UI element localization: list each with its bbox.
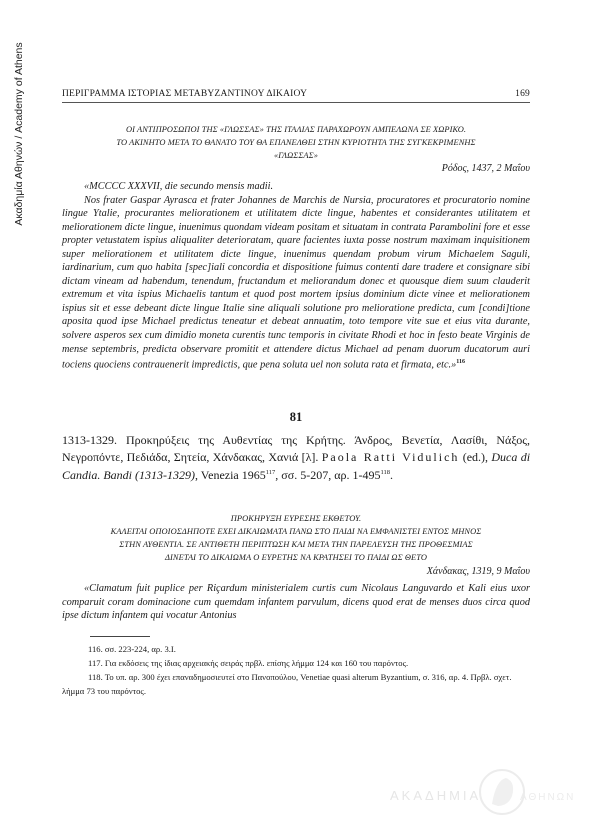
latin-body: «Clamatum fuit puplice per Riçardum ministerialem curtis cum Nicolaus Languvardo et Kali eius uxor comparuit coram dominacione cum quemdam infantem parvulum, dicens quod erat de menses duos circa quod ipse dictum infantem qui vocatur Antonius: [62, 583, 530, 622]
footnote-divider: [90, 636, 150, 637]
academy-watermark-logo: [360, 760, 576, 820]
entry2-pages: , σσ. 5-207, αρ. 1-495: [275, 468, 381, 482]
summary-line: ΔΙΝΕΤΑΙ ΤΟ ΔΙΚΑΙΩΜΑ Ο ΕΥΡΕΤΗΣ ΝΑ ΚΡΑΤΗΣΕΙ ΤΟ ΠΑΙΔΙ ΩΣ ΘΕΤΟ: [165, 553, 427, 562]
entry2-imprint: , Venezia 1965: [195, 468, 266, 482]
latin-body-text: Nos frater Gaspar Ayrasca et frater Johannes de Marchis de Nursia, procuratores et procuratorio nomine lingue Ytalie, procurantes meliorationem et utilitatem dicte lingue, habentes et considerantes utilitatem et meliorationem dicte lingue, inuenimus quondam videam positam et situatam in contrata Parambolini fore et esse propter vetustatem ispius aliqualiter deterioratam, quare facientes iuxta posse nostrum maximam inquisitionem super meliorationem et utilitatem dicte lingue, inuenimus quendam probum virum Michaelem Saguli, iardinarium, cum quo habita [spec]iali concordia et dispositione fuimus contenti dare tradere et consignare sibi dictam vineam ad habendum, tenendum, fructandum et meliorandum donec et quousque diem suum clauderit extremum et vita ispius Michaelis tantum et quod post mortem ipsius dominium dicte vinee et meliorationem ispius sit et esse debeant dicte lingue Italie sine aliquali solutione pro melioratione predicta, cum [condi]tione aposita quod ipse Michael predictus teneatur et debeat annuatim, toto tempore vite sue et eius vita durante, solvere asperos sex cum dimidio moneta curentis tunc temporis in civitate Rhodi et hoc in festo beate Virginis de mense septembris, predicta observare promitit et attendere dictus Michael ad penam duorum ducatorum auri tociens quociens contrauenerit impredictis, que pena soluta uel non soluta rata et firmata, etc.»: [62, 194, 530, 371]
svg-text:ΑΚΑΔΗΜΙΑ: ΑΚΑΔΗΜΙΑ: [390, 788, 482, 803]
archive-sidebar-label: [6, 40, 32, 240]
svg-text:ΑΘΗΝΩΝ: ΑΘΗΝΩΝ: [520, 792, 576, 803]
entry2-author: Paola Ratti Vidulich: [321, 449, 460, 464]
summary-line: «ΓΛΩΣΣΑΣ»: [273, 151, 318, 160]
footnote-ref-118[interactable]: 118: [380, 469, 391, 476]
latin-first-line: «MCCCC XXXVII, die secundo mensis madii.: [84, 181, 274, 192]
latin-body: [62, 194, 530, 373]
entry2-summary: [62, 512, 530, 564]
footnotes: [62, 642, 530, 698]
footnote-ref-116[interactable]: 116: [456, 359, 465, 366]
entry2-heading-text: 1313-1329. Προκηρύξεις της Αυθεντίας της Κρήτης. Άνδρος, Βενετία, Λασίθι, Νάξος, Νεγροπόντε, Πεδιάδα, Σητεία, Χάνδακας, Χανιά [λ].: [62, 433, 530, 464]
sidebar-text: Ακαδημία Αθηνών / Academy of Athens: [13, 42, 25, 226]
entry2-place-date: Χάνδακας, 1319, 9 Μαΐου: [426, 566, 530, 577]
running-title: ΠΕΡΙΓΡΑΜΜΑ ΙΣΤΟΡΙΑΣ ΜΕΤΑΒΥΖΑΝΤΙΝΟΥ ΔΙΚΑΙΟΥ: [62, 89, 308, 99]
footnote-117: 117. Για εκδόσεις της ίδιας αρχειακής σειράς πρβλ. επίσης λήμμα 124 και 160 του παρόντος.: [88, 658, 409, 668]
entry2-book-title: Duca di Candia. Bandi (1313-1329): [62, 449, 531, 482]
running-header: [62, 89, 530, 103]
summary-line: ΟΙ ΑΝΤΙΠΡΟΣΩΠΟΙ ΤΗΣ «ΓΛΩΣΣΑΣ» ΤΗΣ ΙΤΑΛΙΑΣ ΠΑΡΑΧΩΡΟΥΝ ΑΜΠΕΛΩΝΑ ΣΕ ΧΩΡΙΚΟ.: [125, 125, 467, 134]
summary-line: ΚΑΛΕΙΤΑΙ ΟΠΟΙΟΣΔΗΠΟΤΕ ΕΧΕΙ ΔΙΚΑΙΩΜΑΤΑ ΠΑΝΩ ΣΤΟ ΠΑΙΔΙ ΝΑ ΕΜΦΑΝΙΣΤΕΙ ΕΝΤΟΣ ΜΗΝΟΣ: [110, 527, 482, 536]
entry2-ed: (ed.),: [462, 449, 489, 464]
summary-line: ΠΡΟΚΗΡΥΞΗ ΕΥΡΕΣΗΣ ΕΚΘΕΤΟΥ.: [230, 514, 362, 523]
summary-line: ΣΤΗΝ ΑΥΘΕΝΤΙΑ. ΣΕ ΑΝΤΙΘΕΤΗ ΠΕΡΙΠΤΩΣΗ ΚΑΙ ΜΕΤΑ ΤΗΝ ΠΑΡΕΛΕΥΣΗ ΤΗΣ ΠΡΟΘΕΣΜΙΑΣ: [119, 540, 473, 549]
entry1-summary: [62, 123, 530, 162]
entry2-latin-text: [62, 582, 530, 623]
entry1-latin-text: [62, 180, 530, 372]
entry-number: 81: [289, 410, 303, 424]
footnote-116: 116. σσ. 223-224, αρ. 3.I.: [88, 644, 176, 654]
footnote-118: 118. Το υπ. αρ. 300 έχει επαναδημοσιευτεί στο Πανοπούλου, Venetiae quasi alterum Byzantium, σ. 316, αρ. 4. Πρβλ. σχετ. λήμμα 73 του παρόντος.: [62, 672, 512, 696]
footnote-ref-117[interactable]: 117: [265, 469, 276, 476]
page-number: 169: [515, 89, 530, 99]
entry1-place-date: Ρόδος, 1437, 2 Μαΐου: [441, 163, 530, 174]
entry2-heading: 1313-1329. Προκηρύξεις της Αυθεντίας της Κρήτης. Άνδρος, Βενετία, Λασίθι, Νάξος, Νεγροπόντε, Πεδιάδα, Σητεία, Χάνδακας, Χανιά [λ]. Paola Ratti Vidulich (ed.), Duca di Candia. Bandi (1313-1329), Venezia 1965$^{117}$, σσ. 5-207, αρ. $1-495^{118}$.: [62, 433, 531, 482]
summary-line: ΤΟ ΑΚΙΝΗΤΟ ΜΕΤΑ ΤΟ ΘΑΝΑΤΟ ΤΟΥ ΘΑ ΕΠΑΝΕΛΘΕΙ ΣΤΗΝ ΚΥΡΙΟΤΗΤΑ ΤΗΣ ΣΥΓΚΕΚΡΙΜΕΝΗΣ: [116, 138, 476, 147]
